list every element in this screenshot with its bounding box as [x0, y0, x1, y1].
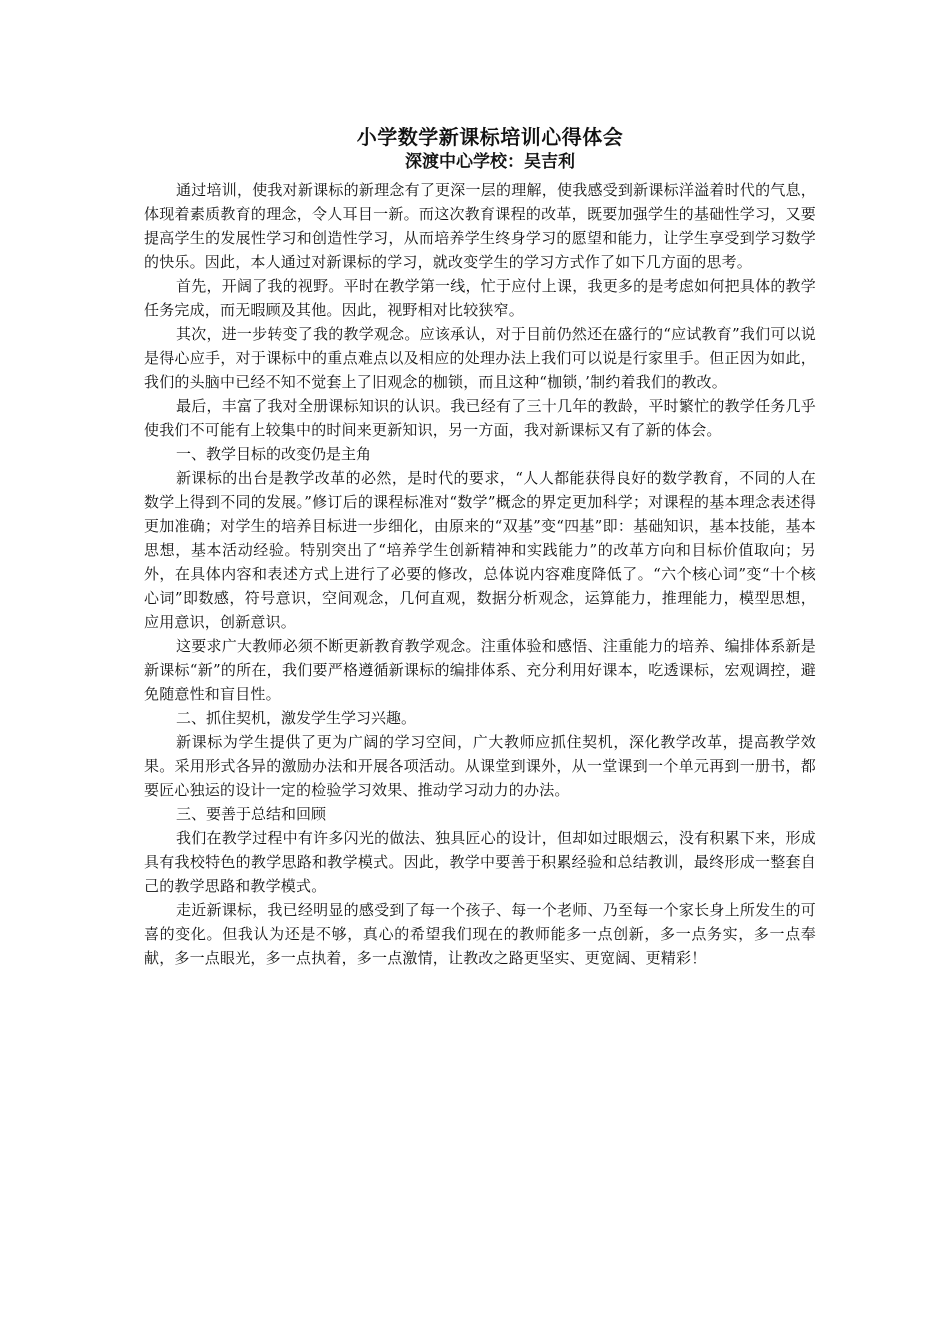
paragraph-intro: 通过培训，使我对新课标的新理念有了更深一层的理解，使我感受到新课标洋溢着时代的气息，体现着素质教育的理念，令人耳目一新。而这次教育课程的改革，既要加强学生的基础性学习，又要提高学生的发展性学习和创造性学习，从而培养学生终身学习的愿望和能力，让学生享受到学习数学的快乐。因此，本人通过对新课标的学习，就改变学生的学习方式作了如下几方面的思考。	[144, 181, 816, 271]
document-author: 深渡中心学校：吴吉利	[405, 152, 575, 172]
paragraph-last: 最后，丰富了我对全册课标知识的认识。我已经有了三十几年的教龄，平时繁忙的教学任务几乎使我们不可能有上较集中的时间来更新知识，另一方面，我对新课标又有了新的体会。	[144, 397, 816, 439]
paragraph-conclusion: 走近新课标，我已经明显的感受到了每一个孩子、每一个老师、乃至每一个家长身上所发生的可喜的变化。但我认为还是不够，真心的希望我们现在的教师能多一点创新，多一点务实，多一点奉献，多一点眼光，多一点执着，多一点激情，让教改之路更坚实、更宽阔、更精彩！	[144, 901, 816, 967]
section-heading-2: 二、抓住契机，激发学生学习兴趣。	[176, 709, 417, 727]
paragraph-section2: 新课标为学生提供了更为广阔的学习空间，广大教师应抓住契机，深化教学改革，提高教学效果。采用形式各异的激励办法和开展各项活动。从课堂到课外，从一堂课到一个单元再到一册书，都要匠心独运的设计一定的检验学习效果、推动学习动力的办法。	[144, 733, 816, 799]
document-title: 小学数学新课标培训心得体会	[356, 125, 624, 149]
section-heading-3: 三、要善于总结和回顾	[176, 805, 327, 823]
paragraph-section1-a: 新课标的出台是教学改革的必然，是时代的要求，“人人都能获得良好的数学教育，不同的人在数学上得到不同的发展。”修订后的课程标准对“数学”概念的界定更加科学；对课程的基本理念表述得更加准确；对学生的培养目标进一步细化，由原来的“双基”变“四基”即：基础知识，基本技能，基本思想，基本活动经验。特别突出了“培养学生创新精神和实践能力”的改革方向和目标价值取向；另外，在具体内容和表述方式上进行了必要的修改，总体说内容难度降低了。“六个核心词”变“十个核心词”即数感，符号意识，空间观念，几何直观，数据分析观念，运算能力，推理能力，模型思想，应用意识，创新意识。	[144, 469, 816, 631]
paragraph-section1-b: 这要求广大教师必须不断更新教育教学观念。注重体验和感悟、注重能力的培养、编排体系新是新课标“新”的所在，我们要严格遵循新课标的编排体系、充分利用好课本，吃透课标，宏观调控，避免随意性和盲目性。	[144, 637, 816, 703]
paragraph-second: 其次，进一步转变了我的教学观念。应该承认，对于目前仍然还在盛行的“应试教育”我们可以说是得心应手，对于课标中的重点难点以及相应的处理办法上我们可以说是行家里手。但正因为如此，我们的头脑中已经不知不觉套上了旧观念的枷锁，而且这种“枷锁，’制约着我们的教改。	[144, 325, 816, 391]
section-heading-1: 一、教学目标的改变仍是主角	[176, 445, 372, 463]
paragraph-first: 首先，开阔了我的视野。平时在教学第一线，忙于应付上课，我更多的是考虑如何把具体的教学任务完成，而无暇顾及其他。因此，视野相对比较狭窄。	[144, 277, 816, 319]
document-body	[144, 124, 816, 970]
paragraph-section3: 我们在教学过程中有许多闪光的做法、独具匠心的设计，但却如过眼烟云，没有积累下来，形成具有我校特色的教学思路和教学模式。因此，教学中要善于积累经验和总结教训，最终形成一整套自己的教学思路和教学模式。	[144, 829, 816, 895]
